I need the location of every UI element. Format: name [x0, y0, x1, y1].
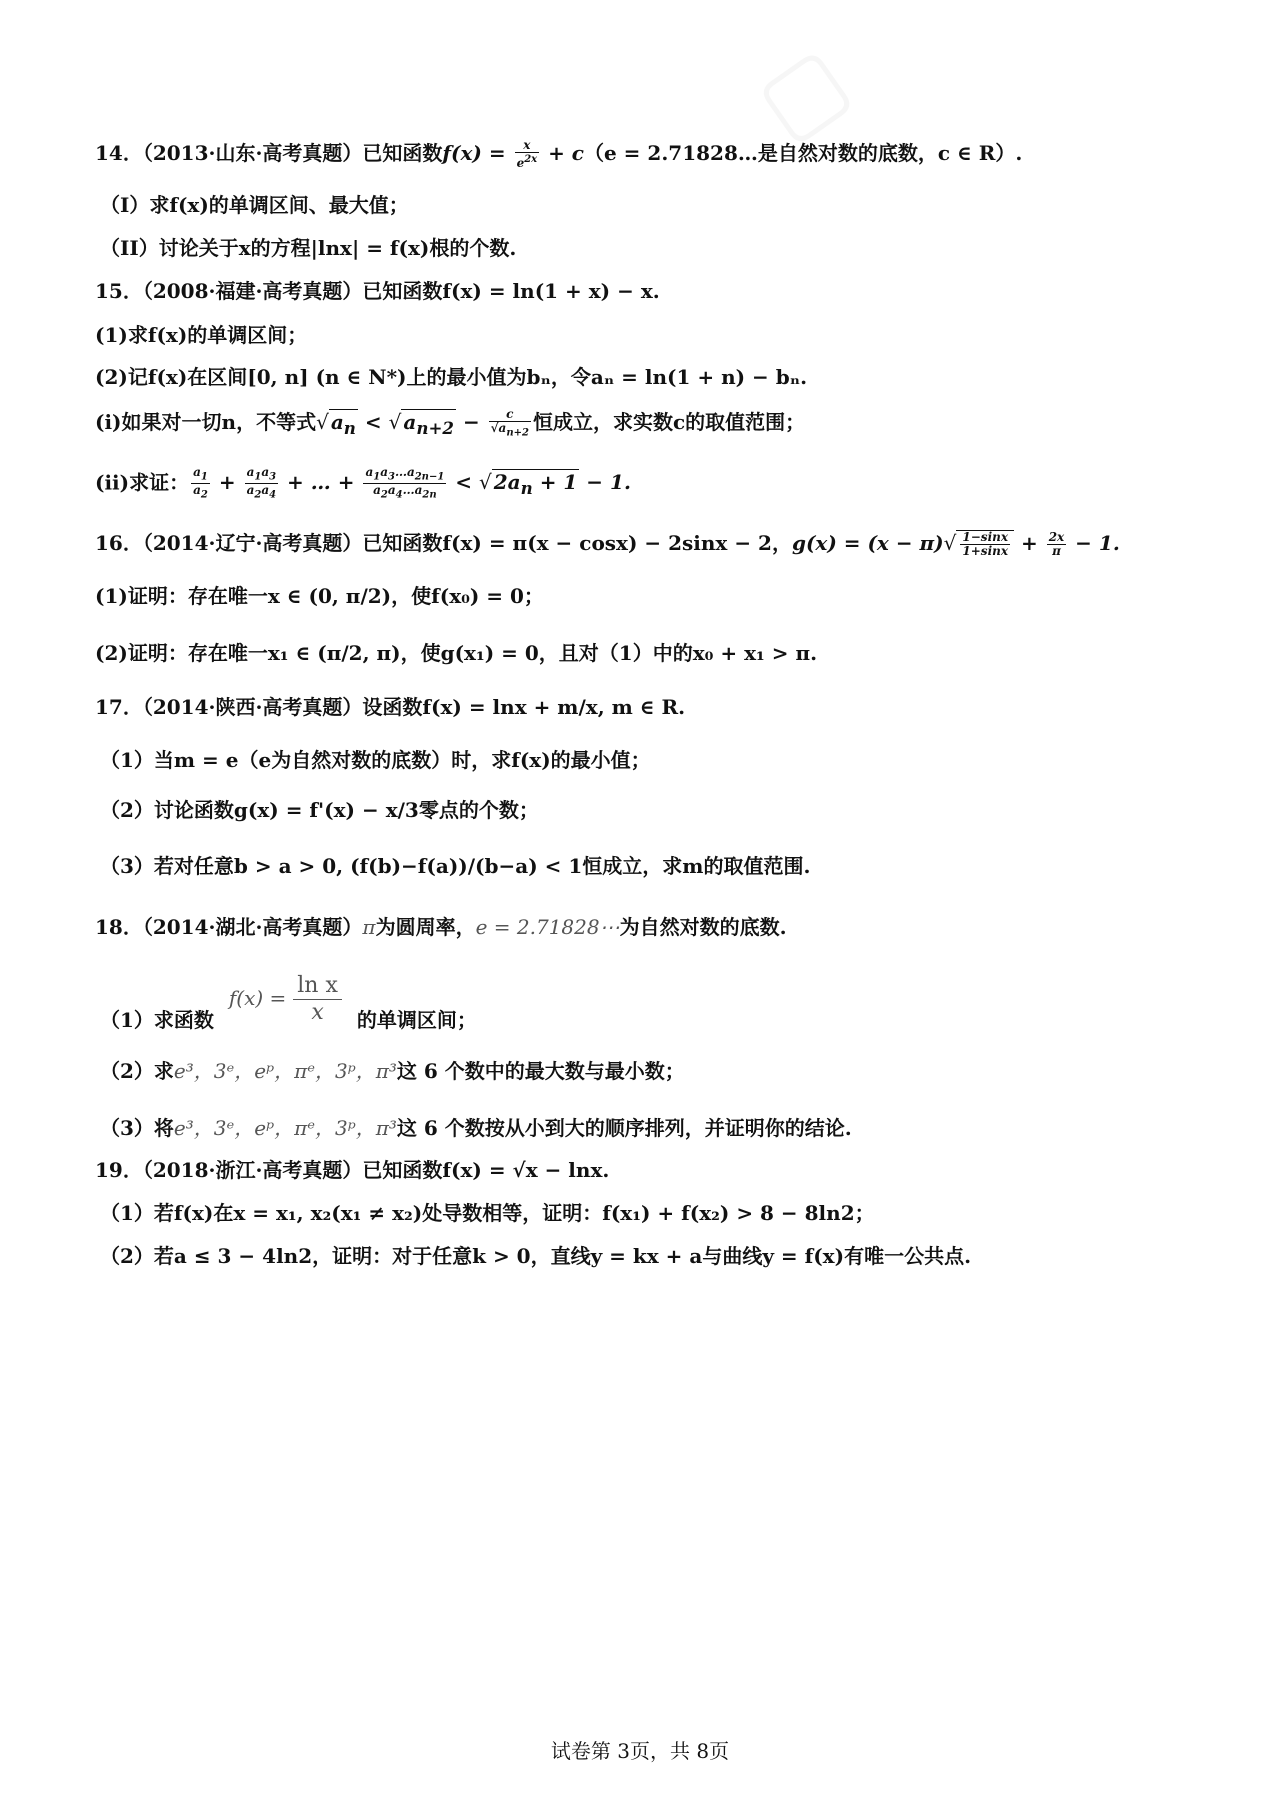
q15-stem: 15．（2008·福建·高考真题）已知函数f(x) = ln(1 + x) − x.: [95, 279, 660, 303]
q18-part3-prefix: （3）将: [100, 1116, 174, 1140]
q18-part3-suffix: 这 6 个数按从小到大的顺序排列，并证明你的结论.: [396, 1116, 852, 1140]
q16-stem: [95, 528, 1220, 558]
q15-part4: [95, 466, 1220, 503]
q16-part2: (2)证明：存在唯一x₁ ∈ (π/2, π)，使g(x₁) = 0，且对（1）中的x₀ + x₁ > π.: [95, 641, 818, 665]
q18-part1-prefix: （1）求函数: [100, 1008, 214, 1032]
q17-stem: 17．（2014·陕西·高考真题）设函数f(x) = lnx + m/x, m ∈ R.: [95, 695, 686, 719]
q15-part1: (1)求f(x)的单调区间；: [95, 323, 308, 347]
page-footer: 试卷第 3页，共 8页: [550, 1739, 730, 1763]
q18-part1-suffix: 的单调区间；: [356, 1008, 477, 1032]
q15-part3-prefix: (i)如果对一切n，不等式: [95, 410, 317, 434]
q18-part2: [100, 1056, 1220, 1086]
q18-numbers-2: e³，3ᵉ，eᵖ，πᵉ，3ᵖ，π³: [173, 1116, 397, 1140]
q14-stem: [95, 138, 1220, 170]
q16-part1: (1)证明：存在唯一x ∈ (0, π/2)，使f(x₀) = 0；: [95, 584, 544, 608]
q18-part3: [100, 1113, 1220, 1143]
q17-part3: （3）若对任意b > a > 0, (f(b)−f(a))/(b−a) < 1恒成立，求m的取值范围.: [100, 854, 811, 878]
q14-part1: （I）求f(x)的单调区间、最大值；: [100, 193, 409, 217]
q15-part3-formula: √ $a_n$ < √ $a_{n+2}$ − $\frac{c}{√a_{n+2}}$: [316, 406, 529, 439]
q18-mid: 为圆周率，: [375, 915, 476, 939]
q15-part2: (2)记f(x)在区间[0, n] (n ∈ N*)上的最小值为bₙ，令aₙ = ln(1 + n) − bₙ.: [95, 365, 808, 389]
q18-suffix: 为自然对数的底数.: [619, 915, 787, 939]
e-value: e = 2.71828⋯: [475, 915, 620, 939]
q19-part1: （1）若f(x)在x = x₁, x₂(x₁ ≠ x₂)处导数相等，证明：f(x₁) + f(x₂) > 8 − 8ln2；: [100, 1201, 875, 1225]
q19-stem: 19．（2018·浙江·高考真题）已知函数f(x) = √x − lnx.: [95, 1158, 610, 1182]
q18-part1: [100, 973, 1220, 1048]
q14-formula: f(x) = $\frac{x}{e^{2x}}$ + c: [442, 138, 584, 170]
q15-part3-suffix: 恒成立，求实数c的取值范围；: [532, 410, 806, 434]
q18-numbers: e³，3ᵉ，eᵖ，πᵉ，3ᵖ，π³: [173, 1059, 397, 1083]
q15-part4-prefix: (ii)求证：: [95, 470, 190, 495]
q17-part1: （1）当m = e（e为自然对数的底数）时，求f(x)的最小值；: [100, 748, 651, 772]
q15-part3: [95, 407, 1220, 443]
q18-part1-formula: f(x) = $\frac{\text{ln x}}{x}$: [229, 973, 342, 1026]
pi-symbol: π: [362, 915, 376, 939]
q19-part2: （2）若a ≤ 3 − 4ln2，证明：对于任意k > 0，直线y = kx + a与曲线y = f(x)有唯一公共点.: [100, 1244, 972, 1268]
q16-formula: g(x) = (x − π)√ $\frac{1-\sin x}{1+\sin x}$ + $\frac{2x}{\pi}$ − 1.: [791, 530, 1120, 558]
q18-stem: [95, 912, 1220, 942]
q17-part2: （2）讨论函数g(x) = f'(x) − x/3零点的个数；: [100, 798, 539, 822]
q15-part4-formula: $\frac{a_1}{a_2}$ + $\frac{a_1a_3}{a_2a_4}$ + … + $\frac{a_1a_3\dots a_{2n-1}}{a_2a_4\dots a_{2n}}$ < √ $2a_n + 1 - 1$.: [193, 465, 631, 501]
q18-part2-prefix: （2）求: [100, 1059, 174, 1083]
q18-part2-suffix: 这 6 个数中的最大数与最小数；: [396, 1059, 685, 1083]
q14-part2: （II）讨论关于x的方程|lnx| = f(x)根的个数.: [100, 236, 517, 260]
q14-prefix: 14．（2013·山东·高考真题）已知函数: [95, 141, 443, 165]
q16-prefix: 16．（2014·辽宁·高考真题）已知函数f(x) = π(x − cosx) − 2sinx − 2，: [95, 531, 792, 555]
q18-prefix: 18．（2014·湖北·高考真题）: [95, 915, 363, 939]
q14-suffix: （e = 2.71828…是自然对数的底数，c ∈ R）.: [584, 141, 1023, 165]
